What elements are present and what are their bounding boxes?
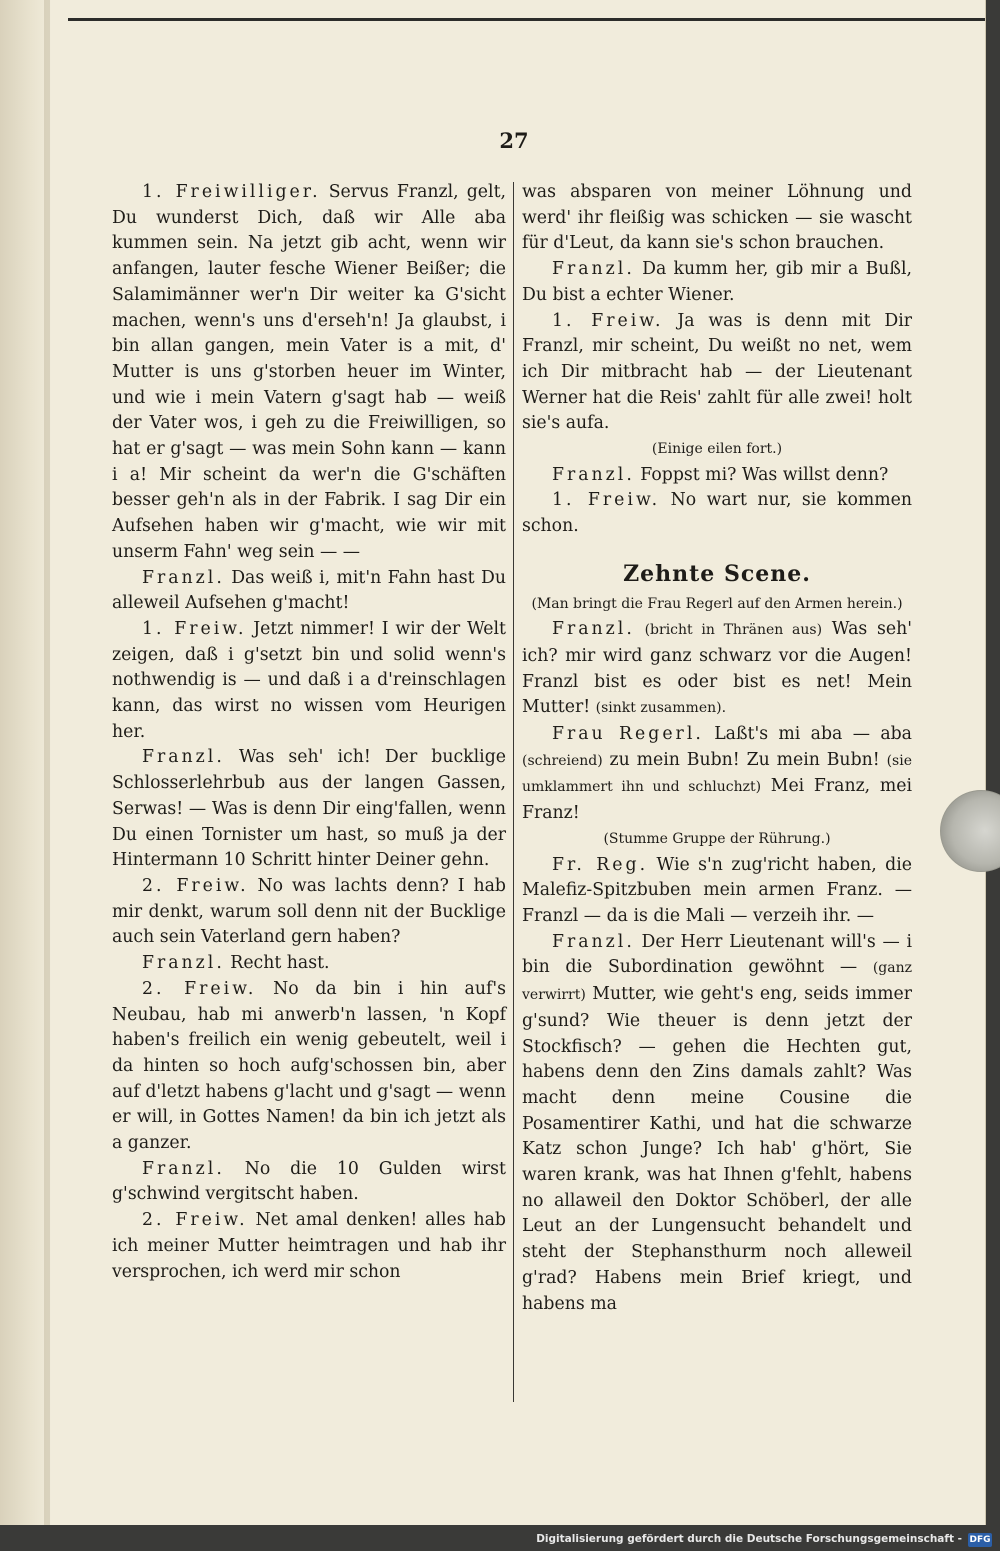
speaker-name: 2. Freiw. (142, 978, 257, 999)
dialogue-block-2 (522, 463, 912, 540)
dialogue-text: Mei Franz, mei Franz! (522, 776, 912, 824)
speaker-name: 1. Freiw. (142, 618, 247, 639)
dialogue-text: Der Herr Lieutenant will's — i bin die Subordination gewöhnt — (522, 931, 912, 978)
speaker-name: Franzl. (552, 464, 635, 485)
dialogue-line (522, 617, 912, 722)
speaker-name: Frau Regerl. (552, 724, 704, 745)
dialogue-text: Wie s'n zug'richt haben, die Malefiz-Spitzbuben mein armen Franz. — Franzl — da is die Mali — verzeih ihr. — (522, 854, 912, 926)
dialogue-text: Jetzt nimmer! I wir der Welt zeigen, daß i g'setzt bin und solid wenn's nothwendig is — und daß i a d'reinschlagen kann, das wirst no wissen vom Heurigen her. (112, 618, 506, 742)
footer-credit: Digitalisierung gefördert durch die Deutsche Forschungsgemeinschaft - (536, 1533, 962, 1545)
left-column (112, 180, 506, 1285)
dialogue-line (522, 853, 912, 930)
dialogue-text: Das weiß i, mit'n Fahn hast Du alleweil Aufsehen g'macht! (112, 567, 506, 614)
dialogue-line (522, 930, 912, 1318)
dialogue-line (112, 977, 506, 1157)
stage-note: (sinkt zusammen). (595, 700, 727, 717)
speaker-name: Fr. Reg. (552, 854, 649, 875)
dialogue-text: Was seh' ich! Der bucklige Schlosserlehrbub aus der langen Gassen, Serwas! — Was is denn Dir eing'fallen, wenn Du einen Tornister um hast, so muß ja der Hintermann 10 Schritt hinter Deiner gehn. (112, 747, 506, 871)
dialogue-line (522, 488, 912, 539)
stage-note: (bricht in Thränen aus) (644, 622, 823, 639)
dialogue-text: Foppst mi? Was willst denn? (634, 464, 889, 485)
dialogue-text: Mutter, wie geht's eng, seids immer g'sund? Wie theuer is denn jetzt der Stockfisch? — gehen die Hechten gut, habens denn den Zins damals zahlt? Was macht denn meine Cousine die Posamentirer Kathi, und hat die schwarze Katz schon Junge? Ich hab' g'hört, Sie waren krank, was hat Ihnen g'fehlt, habens no allaweil den Doktor Schöberl, der alle Leut an der Lungensucht behandelt und steht der Stephansthurm noch alleweil g'rad? Habens mein Brief kriegt, und habens ma (522, 984, 912, 1314)
dialogue-text: No die 10 Gulden wirst g'schwind vergitscht haben. (112, 1158, 506, 1205)
dialogue-line (112, 1208, 506, 1285)
speaker-name: Franzl. (142, 567, 225, 588)
speaker-name: 1. Freiw. (552, 310, 664, 331)
dialogue-line (522, 309, 912, 438)
dialogue-line (522, 463, 912, 489)
speaker-name: Franzl. (142, 1158, 225, 1179)
speaker-name: Franzl. (142, 953, 225, 974)
speaker-name: 1. Freiwilliger. (142, 182, 321, 202)
stage-direction: (Einige eilen fort.) (651, 441, 783, 458)
dialogue-text: Was seh' ich? mir wird ganz schwarz vor die Augen! Franzl bist es oder bist es net! Mein Mutter! (522, 619, 912, 718)
dialogue-text: Servus Franzl, gelt, Du wunderst Dich, daß wir Alle aba kummen sein. Na jetzt gib acht, wenn wir anfangen, lauter fesche Wiener Beißer; die Salamimänner wer'n Dir weiter ka G'sicht machen, wenn's uns d'erseh'n! Ja glaubst, i bin allan gangen, mein Vater is a mit, d' Mutter is uns g'storben heuer im Winter, und wie i mein Vatern g'sagt hab — weiß der Vater wos, i geh zu die Freiwilligen, so hat er g'sagt — was mein Sohn kann — kann i a! Mir scheint da wer'n die G'schäften besser geh'n als in der Fabrik. I sag Dir ein Aufsehen haben wir g'macht, wie wir mit unserm Fahn' weg sein — — (112, 182, 507, 562)
dialogue-line (112, 1157, 506, 1208)
dialogue-block-1 (522, 257, 912, 437)
stage-note: (sie umklammert ihn und schluchzt) (522, 752, 912, 796)
dialogue-line (112, 180, 506, 566)
scene-direction: (Man bringt die Frau Regerl auf den Armen herein.) (531, 595, 903, 612)
page-fold-shadow (44, 0, 50, 1525)
top-edge-rule (68, 18, 985, 21)
column-divider (513, 182, 514, 1402)
page-number: 27 (499, 128, 529, 153)
scene-title: Zehnte Scene. (623, 560, 811, 587)
dialogue-text: Laßt's mi aba — aba (703, 724, 912, 745)
dialogue-line (112, 951, 506, 977)
speaker-name: Franzl. (142, 747, 225, 768)
speaker-name: 2. Freiw. (142, 875, 249, 896)
dialogue-text: No wart nur, sie kommen schon. (522, 490, 912, 537)
right-column (522, 180, 912, 1317)
speaker-name: Franzl. (552, 931, 635, 952)
dialogue-text: zu mein Bubn! Zu mein Bubn! (602, 749, 887, 770)
dialogue-text: No was lachts denn? I hab mir denkt, warum soll denn nit der Bucklige auch sein Vaterland gern haben? (112, 875, 506, 948)
speaker-name: Franzl. (552, 619, 635, 640)
stage-note: (schreiend) (522, 752, 603, 769)
dialogue-line (112, 874, 506, 951)
dialogue-text: Recht hast. (224, 953, 330, 974)
dialogue-text: Ja was is denn mit Dir Franzl, mir scheint, Du weißt no net, wem ich Dir mitbracht hab — der Lieutenant Werner hat die Reis' zahlt für alle zwei! holt sie's aufa. (522, 310, 912, 434)
dialogue-line (522, 257, 912, 308)
stage-note: (ganz verwirrt) (522, 960, 912, 1004)
speaker-name: 2. Freiw. (142, 1210, 248, 1231)
dialogue-line (112, 617, 506, 746)
stage-direction: (Stumme Gruppe der Rührung.) (603, 830, 831, 847)
dialogue-text: Net amal denken! alles hab ich meiner Mutter heimtragen und hab ihr versprochen, ich werd mir schon (112, 1210, 506, 1282)
dialogue-line (112, 745, 506, 874)
dialogue-text: Da kumm her, gib mir a Bußl, Du bist a echter Wiener. (522, 259, 912, 305)
continuation-text: was absparen von meiner Löhnung und werd' ihr fleißig was schicken — sie wascht für d'Leut, da kann sie's schon brauchen. (522, 182, 912, 254)
speaker-name: 1. Freiw. (552, 490, 661, 511)
dialogue-text: No da bin i hin auf's Neubau, hab mi anwerb'n lassen, 'n Kopf haben's freilich ein wenig gebeutelt, weil i da hinten so hoch aufg'schossen bin, aber auf d'letzt habens g'lacht und g'sagt — wenn er will, in Gottes Namen! da bin ich jetzt als a ganzer. (112, 978, 506, 1154)
dialogue-line (112, 566, 506, 617)
dialogue-line (522, 722, 912, 827)
dfg-logo-icon: DFG (969, 1535, 991, 1545)
speaker-name: Franzl. (552, 259, 635, 280)
